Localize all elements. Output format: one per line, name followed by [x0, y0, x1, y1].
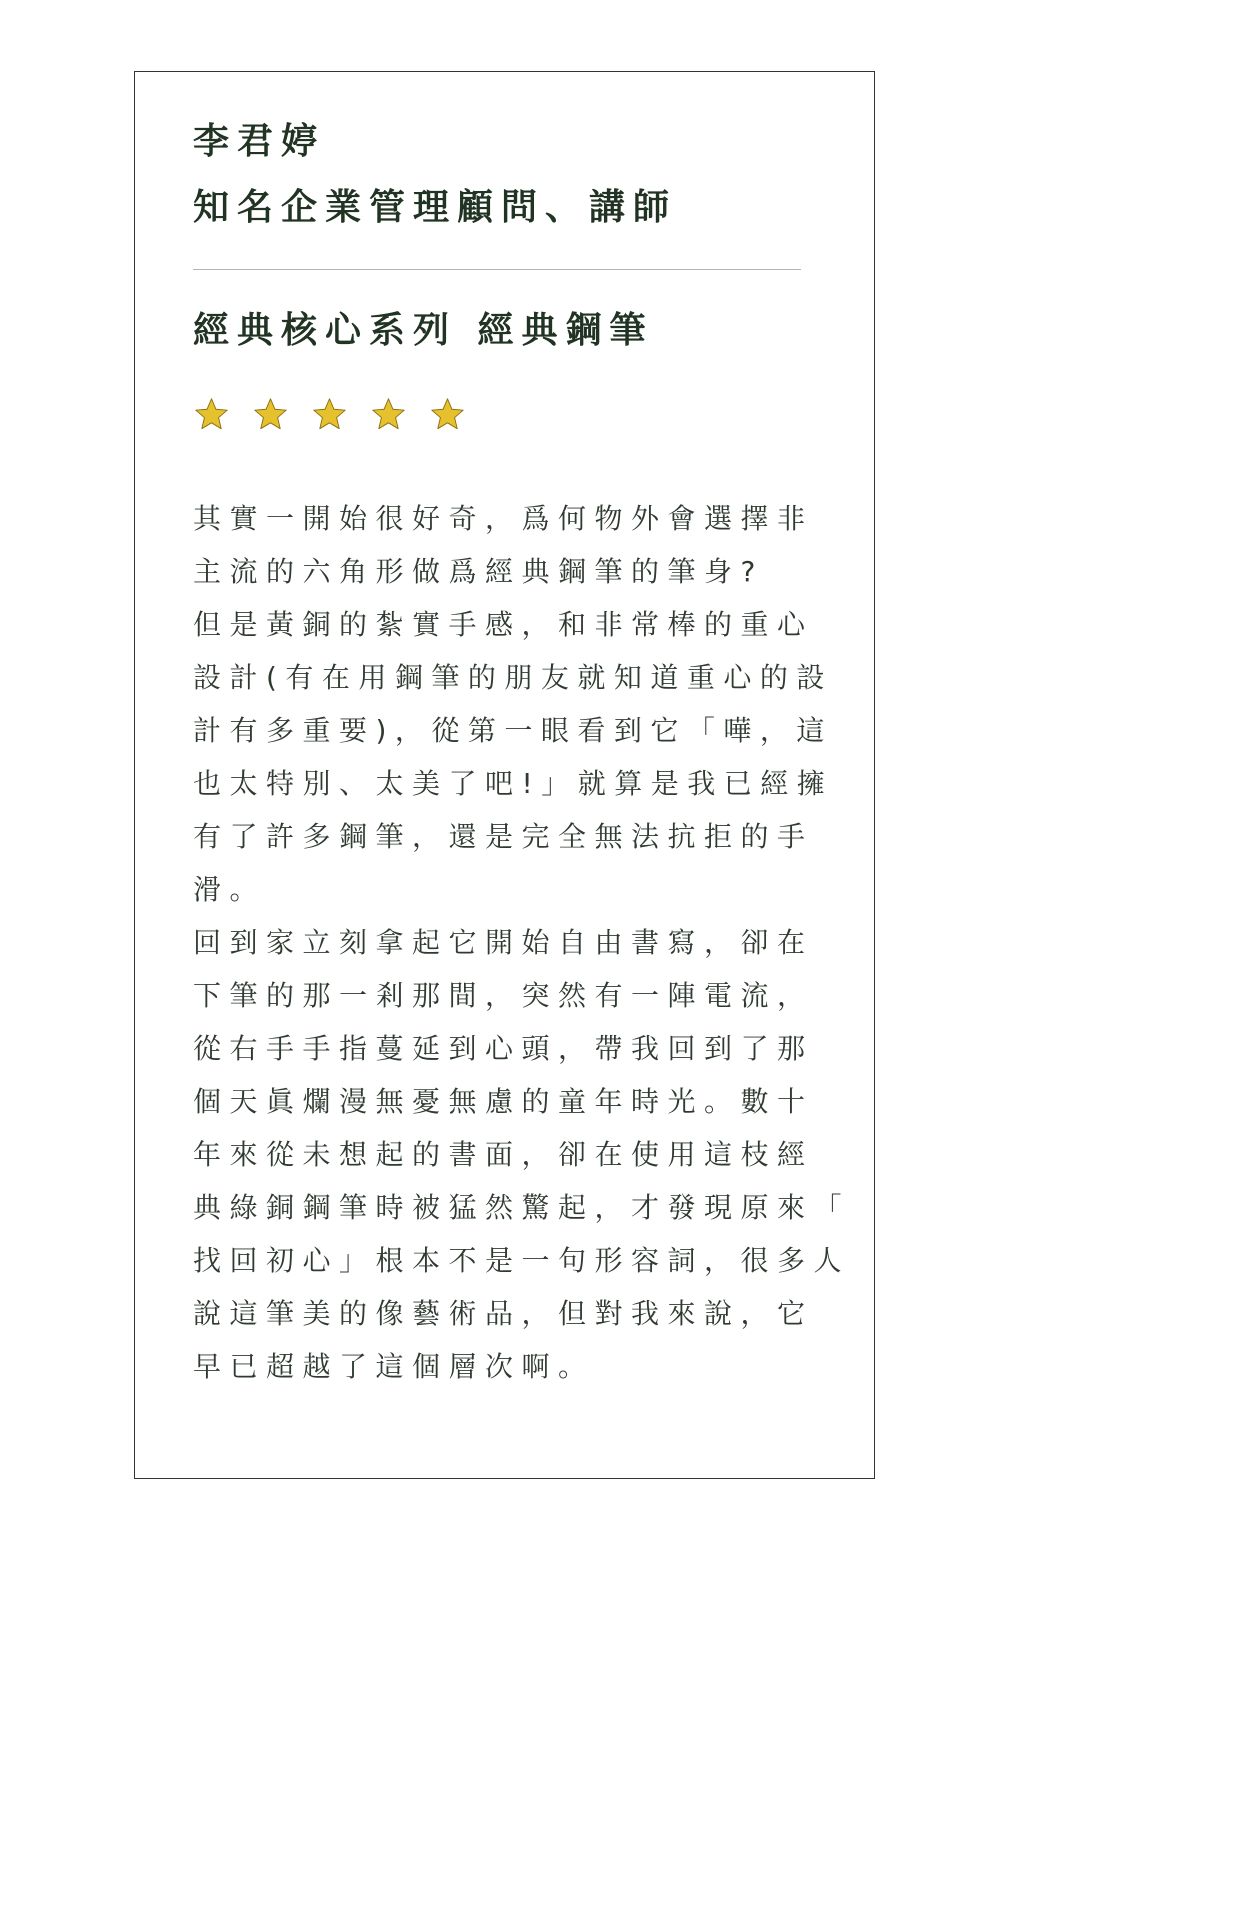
- star-icon: [311, 396, 348, 433]
- reviewer-title: 知名企業管理顧問、講師: [193, 187, 678, 228]
- review-line: 主流的六角形做爲經典鋼筆的筆身?: [193, 555, 764, 588]
- review-line: 其實一開始很好奇，爲何物外會選擇非: [193, 502, 814, 535]
- review-line: 有了許多鋼筆，還是完全無法抗拒的手: [193, 820, 814, 853]
- star-icon: [193, 396, 230, 433]
- review-line: 典綠銅鋼筆時被猛然驚起，才發現原來「: [193, 1191, 851, 1224]
- review-text: [193, 492, 851, 1393]
- review-line: 但是黃銅的紮實手感，和非常棒的重心: [193, 608, 814, 641]
- product-name: 經典核心系列 經典鋼筆: [193, 310, 654, 351]
- star-icon: [252, 396, 289, 433]
- review-line: 計有多重要)，從第一眼看到它「嘩，這: [193, 714, 833, 747]
- review-line: 下筆的那一剎那間，突然有一陣電流，: [193, 979, 814, 1012]
- review-line: 找回初心」根本不是一句形容詞，很多人: [193, 1244, 851, 1277]
- reviewer-name: 李君婷: [193, 121, 326, 162]
- review-line: 回到家立刻拿起它開始自由書寫，卻在: [193, 926, 814, 959]
- star-icon: [429, 396, 466, 433]
- review-line: 年來從未想起的書面，卻在使用這枝經: [193, 1138, 814, 1171]
- review-line: 設計(有在用鋼筆的朋友就知道重心的設: [193, 661, 833, 694]
- divider: [193, 269, 801, 270]
- review-line: 說這筆美的像藝術品，但對我來說，它: [193, 1297, 814, 1330]
- review-line: 個天眞爛漫無憂無慮的童年時光。數十: [193, 1085, 814, 1118]
- star-icon: [370, 396, 407, 433]
- review-line: 從右手手指蔓延到心頭，帶我回到了那: [193, 1032, 814, 1065]
- review-line: 也太特別、太美了吧!」就算是我已經擁: [193, 767, 834, 800]
- review-line: 滑。: [193, 873, 267, 906]
- star-rating: [193, 396, 466, 436]
- review-line: 早已超越了這個層次啊。: [193, 1350, 595, 1383]
